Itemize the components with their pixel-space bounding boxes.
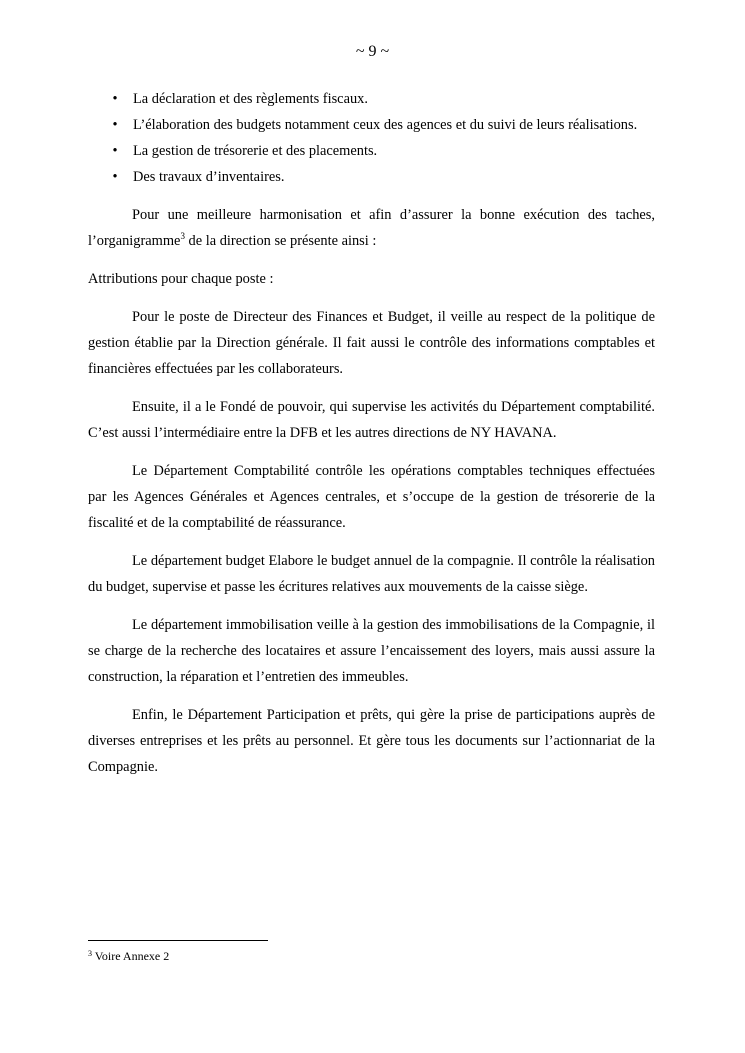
footnote (88, 948, 169, 964)
intro-text-end: de la direction se présente ainsi : (184, 233, 377, 249)
footnote-marker: 3 (88, 949, 92, 958)
paragraph-director: Pour le poste de Directeur des Finances et Budget, il veille au respect de la politique de gestion établie par la Direction générale. Il fait aussi le contrôle des informations comptables et financières effectuées par les collaborateurs. (88, 309, 655, 377)
list-item (88, 164, 655, 190)
list-item (88, 86, 655, 112)
paragraph-immobilisation: Le département immobilisation veille à la gestion des immobilisations de la Compagnie, il se charge de la recherche des locataires et assure l’encaissement des loyers, mais aussi assure la construction, la réparation et l’entretien des immeubles. (88, 617, 655, 685)
bullet-icon: • (112, 143, 118, 159)
list-item (88, 138, 655, 164)
attributions-heading: Attributions pour chaque poste : (88, 271, 274, 287)
list-item (88, 112, 655, 138)
intro-paragraph (88, 202, 655, 254)
page-number: ~ 9 ~ (355, 43, 390, 60)
paragraph-participation: Enfin, le Département Participation et prêts, qui gère la prise de participations auprès de diverses entreprises et les prêts au personnel. Et gère tous les documents sur l’actionnariat de la Compagnie. (88, 707, 655, 775)
bullet-icon: • (112, 91, 118, 107)
list-item-text: La gestion de trésorerie et des placements. (133, 143, 378, 159)
footnote-reference: 3 (180, 231, 185, 241)
footnote-text: Voire Annexe 2 (92, 949, 170, 963)
footnote-divider (88, 940, 268, 941)
paragraph-fonde-de-pouvoir: Ensuite, il a le Fondé de pouvoir, qui supervise les activités du Département comptabilité. C’est aussi l’intermédiaire entre la DFB et les autres directions de NY HAVANA. (88, 399, 655, 441)
paragraph-budget: Le département budget Elabore le budget annuel de la compagnie. Il contrôle la réalisation du budget, supervise et passe les écritures relatives aux mouvements de la caisse siège. (88, 553, 655, 595)
page-body (88, 86, 655, 780)
bullet-icon: • (112, 117, 118, 133)
list-item-text: L’élaboration des budgets notamment ceux des agences et du suivi de leurs réalisations. (133, 117, 638, 133)
paragraph-comptabilite: Le Département Comptabilité contrôle les opérations comptables techniques effectuées par les Agences Générales et Agences centrales, et s’occupe de la gestion de trésorerie de la fiscalité et de la comptabilité de réassurance. (88, 463, 655, 531)
list-item-text: Des travaux d’inventaires. (133, 169, 285, 185)
list-item-text: La déclaration et des règlements fiscaux. (133, 91, 368, 107)
bullet-icon: • (112, 169, 118, 185)
bullet-list (88, 86, 655, 190)
intro-text: Pour une meilleure harmonisation et afin d’assurer la bonne exécution des taches, l’organigramme (88, 207, 655, 249)
